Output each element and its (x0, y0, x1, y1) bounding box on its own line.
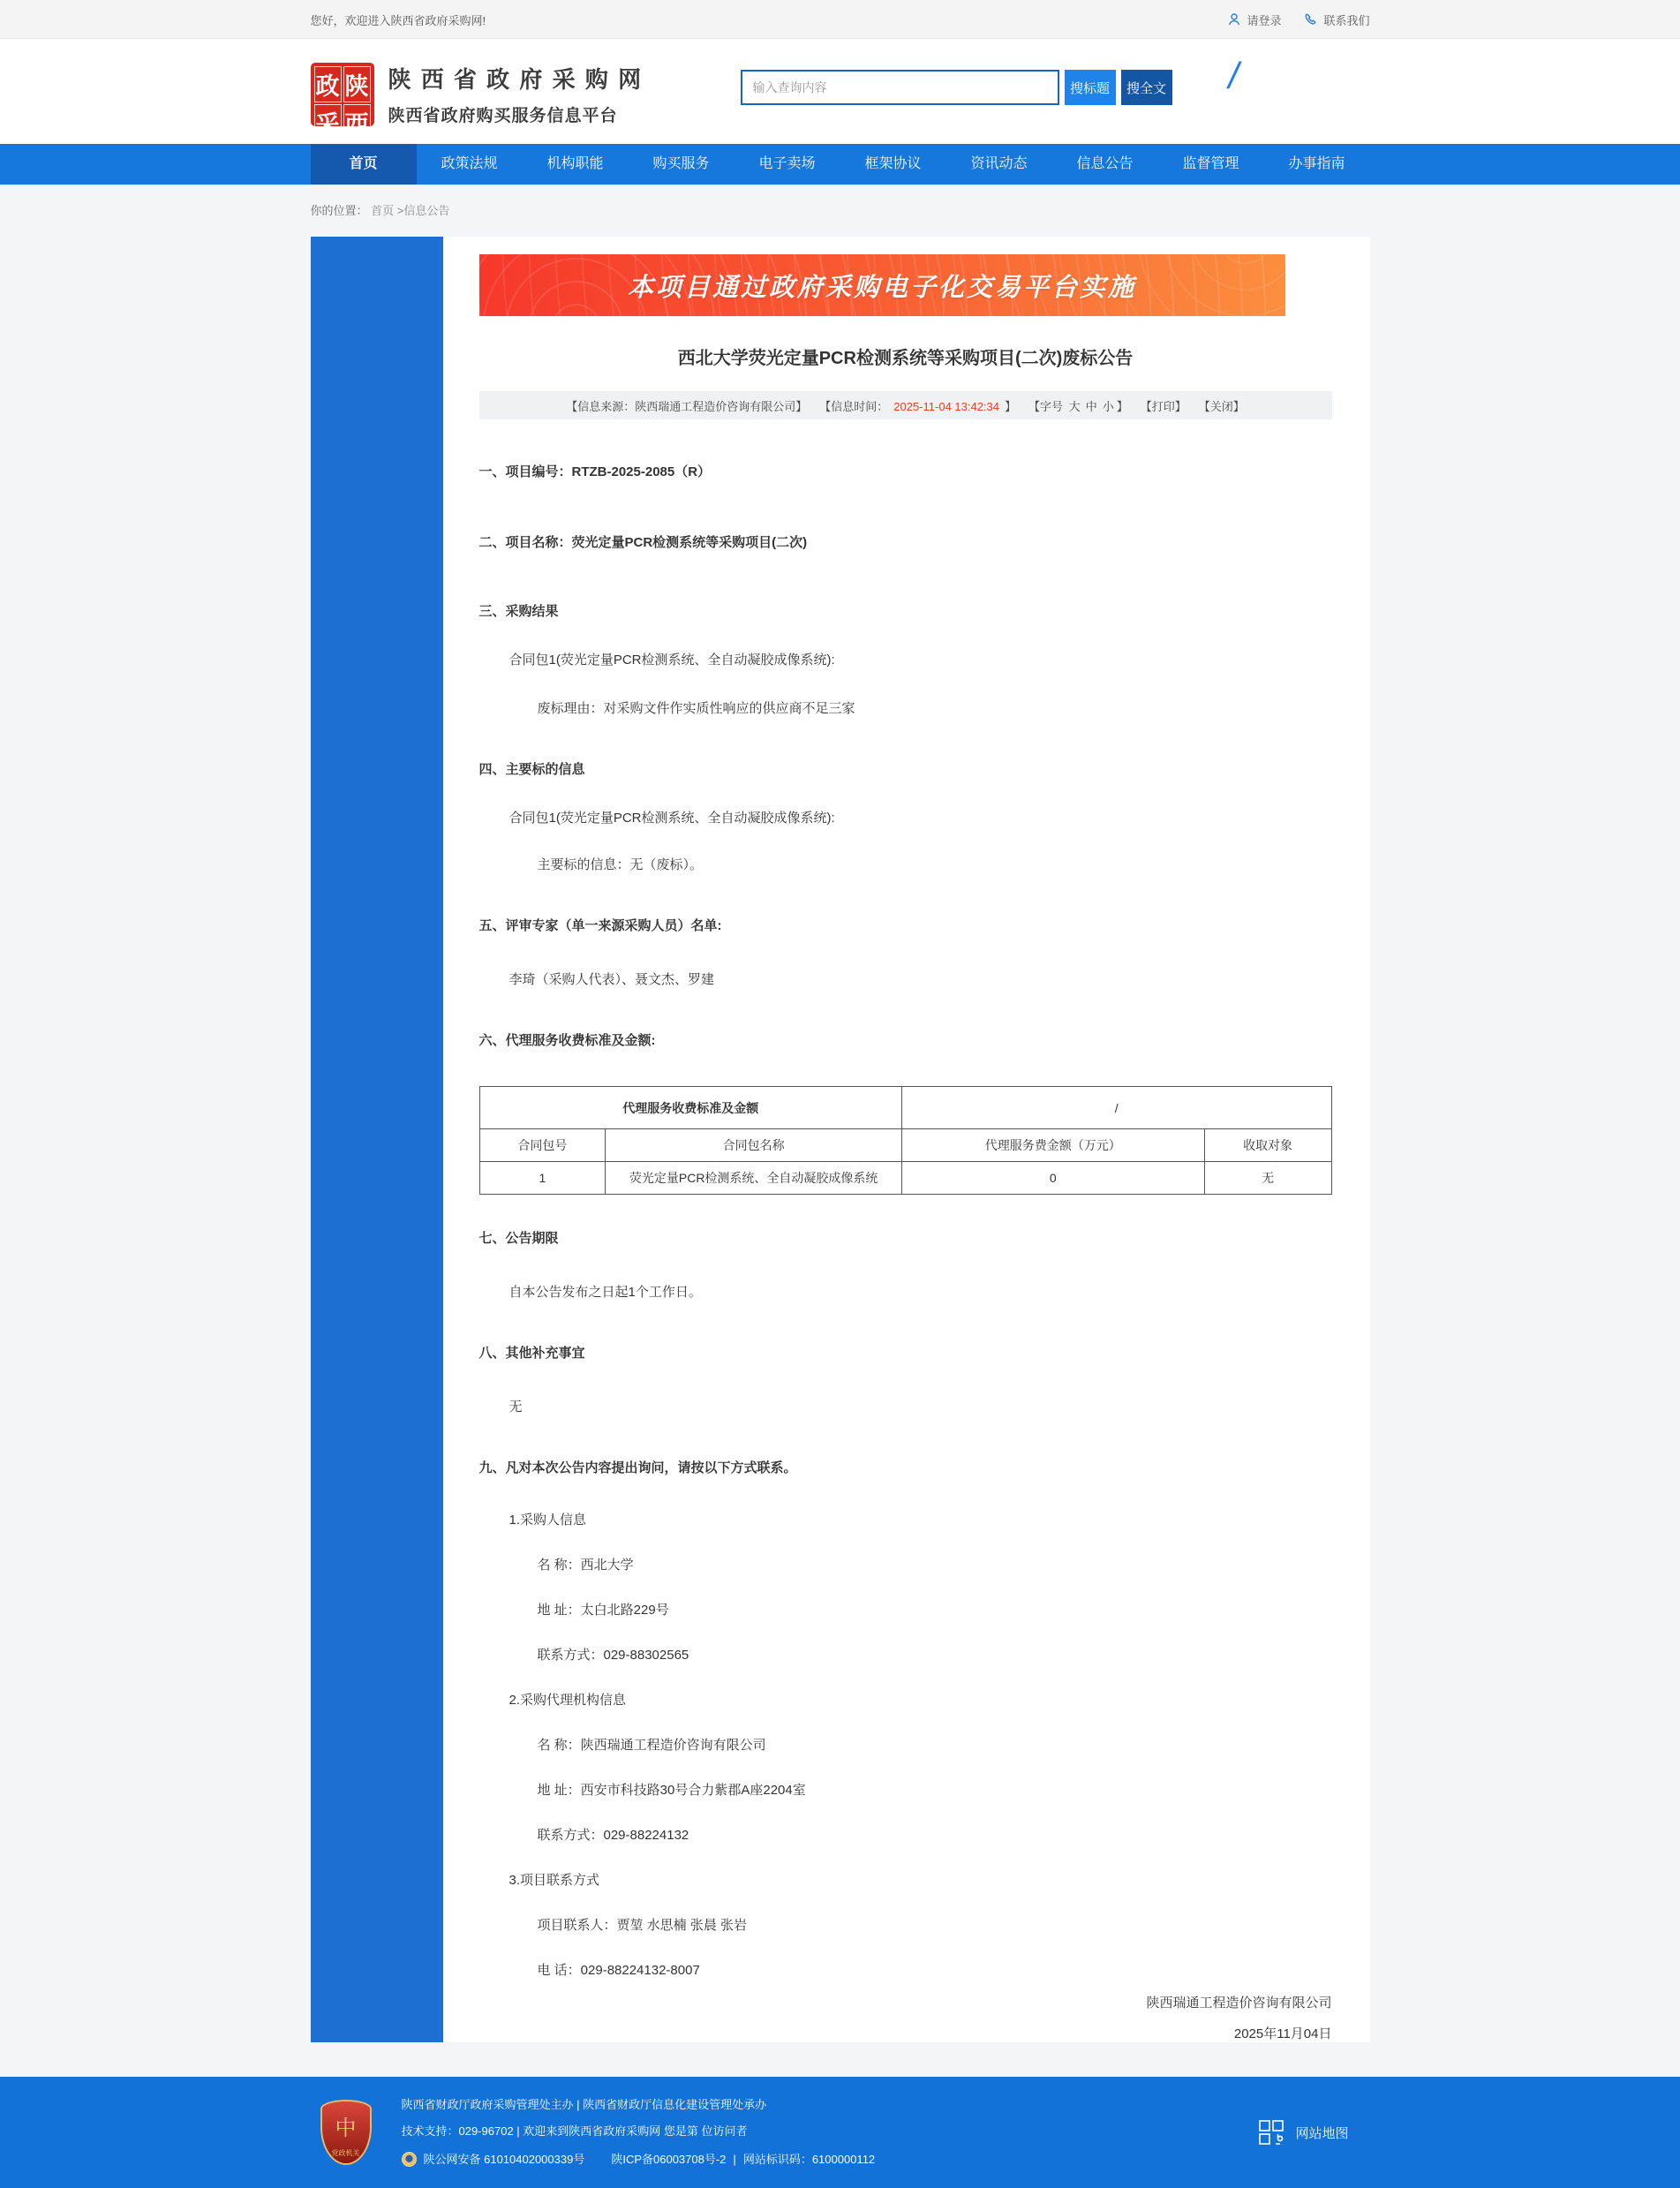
article-title: 西北大学荧光定量PCR检测系统等采购项目(二次)废标公告 (677, 349, 1134, 368)
table-col-fee-amount: 代理服务费金额（万元） (901, 1129, 1204, 1162)
nav-item-e-mall[interactable]: 电子卖场 (758, 156, 816, 171)
agency-name: 名 称：陕西瑞通工程造价咨询有限公司 (537, 1738, 766, 1753)
meta-source: 【信息来源：陕西瑞通工程造价咨询有限公司】 (566, 399, 808, 413)
nav-item-news[interactable]: 资讯动态 (970, 156, 1028, 171)
signature-block (479, 1993, 1332, 2042)
section-7-heading: 七、公告期限 (478, 1231, 559, 1246)
footer-organizer-line: 陕西省财政厅政府采购管理处主办 | 陕西省财政厅信息化建设管理处承办 (401, 2097, 767, 2111)
cell-package-name: 荧光定量PCR检测系统、全自动凝胶成像系统 (606, 1162, 902, 1195)
site-title: 陕 西 省 政 府 采 购 网 (388, 66, 644, 93)
government-emblem-icon: 中 党政机关 (320, 2100, 372, 2165)
footer-registration-line (402, 2152, 876, 2167)
search-box (741, 70, 1172, 105)
agency-address: 地 址：西安市科技路30号合力紫郡A座2204室 (537, 1783, 806, 1798)
section-2-heading: 二、项目名称：荧光定量PCR检测系统等采购项目(二次) (478, 535, 808, 550)
main-navigation (0, 144, 1680, 185)
login-label: 请登录 (1247, 13, 1282, 27)
site-subtitle: 陕西省政府购买服务信息平台 (388, 107, 618, 125)
table-row (479, 1162, 1331, 1195)
table-col-charge-target: 收取对象 (1204, 1129, 1331, 1162)
cell-package-no: 1 (479, 1162, 606, 1195)
font-size-large-button[interactable]: 大 (1068, 399, 1081, 413)
logo-char: 政 (314, 66, 342, 102)
font-size-small-button[interactable]: 小 (1102, 399, 1114, 413)
left-sidebar (311, 237, 443, 2042)
top-bar (0, 0, 1680, 39)
public-security-filing-link[interactable]: 陕公网安备 61010402000339号 (423, 2152, 585, 2166)
banner-text: 本项目通过政府采购电子化交易平台实施 (627, 273, 1136, 302)
agency-info-title: 2.采购代理机构信息 (509, 1693, 627, 1708)
table-col-package-no: 合同包号 (479, 1129, 606, 1162)
nav-item-framework[interactable]: 框架协议 (864, 156, 922, 171)
phone-icon (1304, 12, 1318, 26)
project-phone: 电 话：029-88224132-8007 (537, 1963, 700, 1978)
section-3-heading: 三、采购结果 (478, 604, 559, 619)
section-4-heading: 四、主要标的信息 (478, 762, 585, 777)
meta-time-value: 2025-11-04 13:42:34 (893, 399, 1000, 413)
footer-gap (0, 2042, 1680, 2077)
breadcrumb (311, 201, 1370, 218)
section-4-line: 主要标的信息：无（废标）。 (537, 857, 704, 872)
nav-item-supervision[interactable]: 监督管理 (1182, 156, 1239, 171)
nav-item-policies[interactable]: 政策法规 (441, 156, 498, 171)
section-5-heading: 五、评审专家（单一来源采购人员）名单: (478, 918, 722, 933)
breadcrumb-label: 你的位置： (310, 204, 368, 217)
sitemap-link[interactable] (1258, 2119, 1348, 2146)
section-9-heading: 九、凡对本次公告内容提出询问，请按以下方式联系。 (478, 1460, 797, 1475)
section-5-line: 李琦（采购人代表）、聂文杰、罗建 (509, 972, 715, 987)
nav-item-purchase-service[interactable]: 购买服务 (652, 156, 710, 171)
purchaser-name: 名 称：西北大学 (537, 1558, 634, 1573)
cell-fee-amount: 0 (901, 1162, 1204, 1195)
breadcrumb-home-link[interactable]: 首页 (371, 204, 395, 217)
sitemap-icon (1258, 2119, 1284, 2146)
site-footer (0, 2077, 1680, 2188)
table-merged-title: 代理服务收费标准及金额 (479, 1087, 901, 1129)
logo-char: 采 (314, 104, 342, 140)
close-button[interactable]: 【关闭】 (1198, 399, 1245, 413)
site-code: 网站标识码：6100000112 (742, 2152, 876, 2166)
section-4-line: 合同包1(荧光定量PCR检测系统、全自动凝胶成像系统): (509, 811, 835, 826)
section-8-heading: 八、其他补充事宜 (478, 1346, 585, 1361)
search-input[interactable] (741, 70, 1059, 105)
nav-item-guide[interactable]: 办事指南 (1288, 156, 1345, 171)
section-6-heading: 六、代理服务收费标准及金额: (478, 1033, 656, 1048)
section-1-heading: 一、项目编号：RTZB-2025-2085（R） (478, 464, 712, 479)
brand (311, 62, 644, 138)
footer-separator: | (733, 2152, 736, 2166)
purchaser-address: 地 址：太白北路229号 (537, 1603, 669, 1618)
print-button[interactable]: 【打印】 (1140, 399, 1187, 413)
police-badge-icon (402, 2152, 417, 2167)
logo-char: 西 (343, 104, 371, 140)
header-slash-decoration: / (1228, 55, 1239, 96)
signature-company: 陕西瑞通工程造价咨询有限公司 (1146, 1996, 1332, 2011)
project-contact-title: 3.项目联系方式 (509, 1873, 600, 1888)
emblem-label: 党政机关 (331, 2149, 360, 2157)
contact-link[interactable] (1304, 11, 1369, 28)
breadcrumb-current: >信息公告 (396, 204, 450, 217)
icp-filing-link[interactable]: 陕ICP备06003708号-2 (611, 2152, 727, 2166)
breadcrumb-row (0, 185, 1680, 237)
section-3-line: 废标理由：对采购文件作实质性响应的供应商不足三家 (537, 701, 855, 716)
meta-time: 【信息时间： 2025-11-04 13:42:34 】 (819, 399, 1017, 413)
cell-charge-target: 无 (1204, 1162, 1331, 1195)
article-meta-bar (479, 391, 1332, 419)
agency-fee-table (479, 1086, 1332, 1195)
nav-item-functions[interactable]: 机构职能 (546, 156, 604, 171)
nav-item-announcements[interactable]: 信息公告 (1076, 156, 1134, 171)
table-col-package-name: 合同包名称 (606, 1129, 902, 1162)
section-8-line: 无 (509, 1400, 523, 1415)
contact-label: 联系我们 (1323, 13, 1370, 27)
purchaser-phone: 联系方式：029-88302565 (537, 1648, 689, 1663)
table-merged-slash: / (901, 1087, 1331, 1129)
site-logo (311, 63, 374, 138)
search-title-button[interactable]: 搜标题 (1065, 70, 1116, 105)
sitemap-label: 网站地图 (1295, 2125, 1349, 2141)
section-7-line: 自本公告发布之日起1个工作日。 (509, 1285, 702, 1300)
site-header (0, 39, 1680, 144)
section-3-line: 合同包1(荧光定量PCR检测系统、全自动凝胶成像系统): (509, 653, 835, 668)
project-contacts: 项目联系人：贾堃 水思楠 张晨 张岩 (537, 1918, 748, 1933)
article-panel (443, 237, 1370, 2042)
platform-banner (479, 254, 1285, 316)
signature-date: 2025年11月04日 (1233, 2026, 1332, 2041)
login-link[interactable] (1227, 11, 1281, 28)
purchaser-info-title: 1.采购人信息 (509, 1513, 587, 1528)
footer-support-line: 技术支持：029-96702 | 欢迎来到陕西省政府采购网 您是第 位访问者 (401, 2124, 748, 2138)
meta-font-size: 【字号 大 中 小 】 (1028, 399, 1128, 413)
welcome-text: 您好，欢迎进入陕西省政府采购网! (310, 13, 486, 27)
agency-phone: 联系方式：029-88224132 (537, 1828, 689, 1843)
logo-char: 陕 (343, 66, 371, 102)
search-fulltext-button[interactable]: 搜全文 (1121, 70, 1172, 105)
font-size-medium-button[interactable]: 中 (1085, 399, 1097, 413)
user-icon (1227, 12, 1241, 26)
nav-item-home[interactable]: 首页 (311, 144, 417, 185)
